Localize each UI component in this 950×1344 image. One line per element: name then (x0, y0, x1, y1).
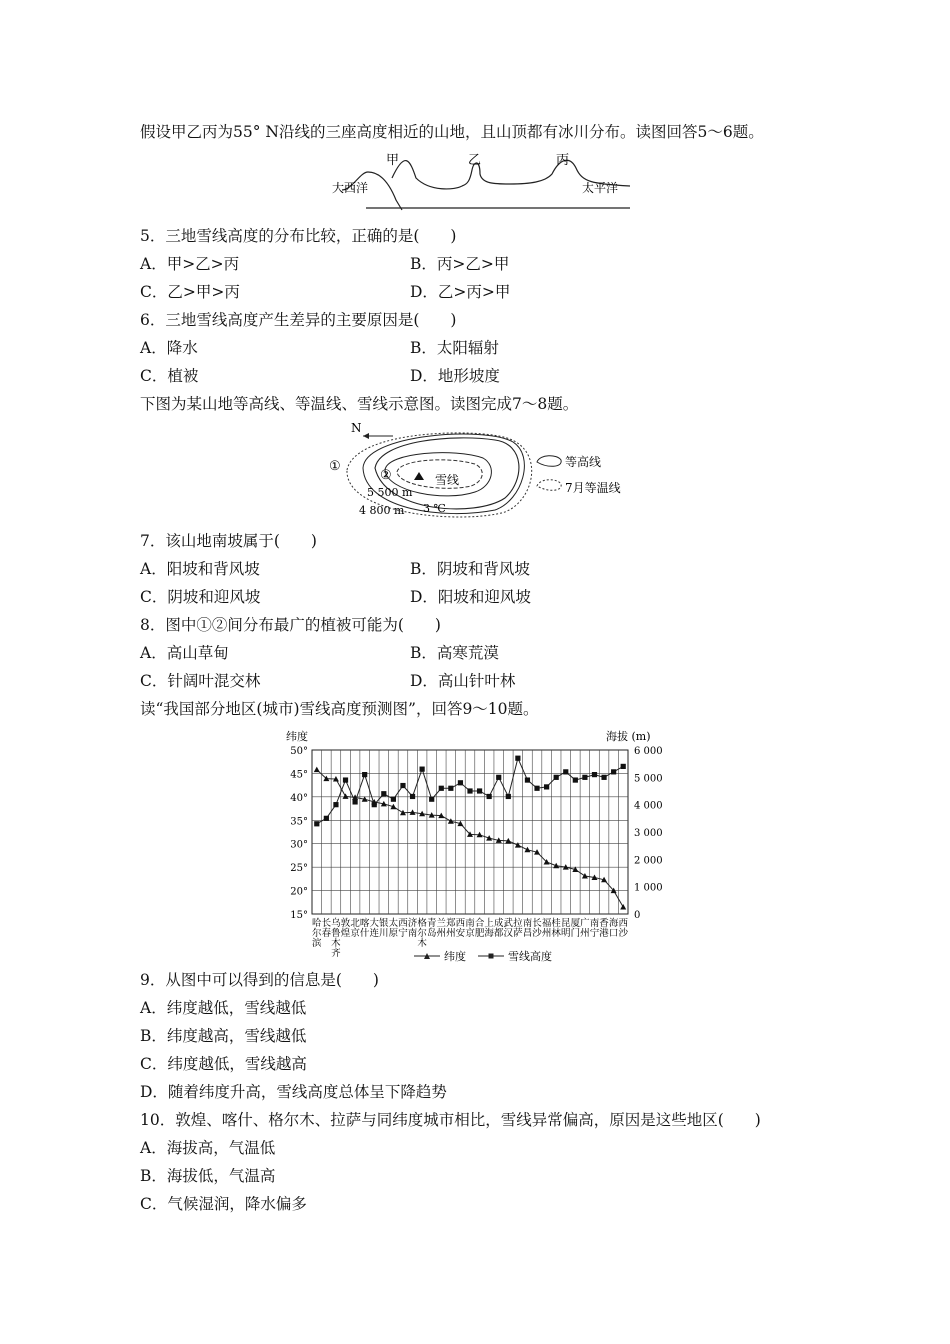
x-tick-label: 哈尔滨 (312, 918, 322, 949)
x-tick-label: 桂林 (551, 918, 561, 939)
intro-q5-6: 假设甲乙丙为55° N沿线的三座高度相近的山地，且山顶都有冰川分布。读图回答5～6题。 (140, 123, 764, 141)
x-tick-label: 西安 (455, 918, 466, 939)
x-tick-label: 西沙 (618, 918, 628, 939)
snowline-point (420, 767, 425, 772)
contour-figure (325, 420, 635, 525)
x-tick-label: 南宁 (589, 918, 600, 939)
isotherm-3c-label: 3 ℃ (423, 502, 446, 515)
left-tick-label: 20° (290, 886, 308, 898)
q5-option-c[interactable]: C．乙>甲>丙 (140, 283, 240, 301)
x-tick-label: 北京 (350, 918, 360, 939)
x-tick-label: 喀什 (359, 918, 370, 939)
latitude-point (582, 873, 588, 879)
snowline-point (601, 775, 606, 780)
chart-legend (414, 949, 552, 963)
snowline-point (592, 772, 597, 777)
left-tick-label: 30° (290, 839, 308, 851)
x-tick-label: 长沙 (532, 918, 542, 939)
x-tick-label: 乌鲁木齐 (331, 918, 341, 959)
north-label: N (351, 421, 362, 435)
left-tick-label: 25° (290, 863, 308, 875)
q7-option-c[interactable]: C．阴坡和迎风坡 (140, 588, 261, 606)
q7-option-d[interactable]: D．阳坡和迎风坡 (410, 588, 531, 606)
label-jia: 甲 (386, 153, 400, 168)
snowline-point (391, 797, 396, 802)
q8-option-a[interactable]: A．高山草甸 (140, 644, 229, 662)
label-pacific: 太平洋 (582, 181, 619, 195)
snowline-point (534, 786, 539, 791)
q8-stem: 8．图中①②间分布最广的植被可能为( ) (140, 616, 441, 634)
x-tick-label: 大连 (369, 918, 380, 939)
latitude-point (515, 842, 521, 848)
q7-option-a[interactable]: A．阳坡和背风坡 (140, 560, 260, 578)
x-tick-label: 福州 (541, 918, 552, 939)
left-tick-label: 15° (290, 910, 308, 921)
right-tick-label: 5 000 (634, 773, 663, 785)
legend-isotherm-label: 7月等温线 (565, 481, 621, 495)
label-yi: 乙 (468, 153, 482, 168)
intro-q7-8: 下图为某山地等高线、等温线、雪线示意图。读图完成7～8题。 (140, 395, 579, 413)
snowline-point (515, 756, 520, 761)
snowline-point (400, 783, 405, 788)
snowline-point (563, 769, 568, 774)
right-tick-label: 6 000 (634, 746, 663, 757)
snowline-point (467, 788, 472, 793)
q6-option-d[interactable]: D．地形坡度 (410, 367, 500, 385)
left-tick-label: 40° (290, 792, 308, 804)
circle-1-label: ① (329, 459, 341, 474)
x-tick-label: 兰州 (436, 918, 447, 939)
latitude-point (314, 767, 320, 773)
snowline-point (506, 794, 511, 799)
snowline-point (458, 780, 463, 785)
snowline-point (439, 786, 444, 791)
snowline-point (477, 788, 482, 793)
snowline-point (544, 784, 549, 789)
snowline-point (448, 786, 453, 791)
legend-latitude: 纬度 (444, 950, 466, 963)
x-tick-label: 南京 (465, 918, 475, 939)
snowline-point (429, 797, 434, 802)
q10-option-b[interactable]: B．海拔低，气温高 (140, 1167, 276, 1185)
legend-snowline: 雪线高度 (508, 950, 552, 963)
snowline-point (582, 775, 587, 780)
q8-option-d[interactable]: D．高山针叶林 (410, 672, 516, 690)
x-tick-label: 郑州 (446, 918, 456, 939)
x-tick-label: 昆明 (560, 918, 571, 939)
snowline-point (352, 799, 357, 804)
left-tick-label: 35° (290, 816, 308, 828)
snowline-point (333, 802, 338, 807)
latitude-point (620, 904, 626, 910)
q9-option-b[interactable]: B．纬度越高，雪线越低 (140, 1027, 307, 1045)
intro-q9-10: 读“我国部分地区(城市)雪线高度预测图”，回答9～10题。 (140, 700, 539, 718)
q10-option-c[interactable]: C．气候湿润，降水偏多 (140, 1195, 307, 1213)
x-tick-label: 拉萨 (513, 918, 523, 939)
x-tick-label: 合肥 (474, 918, 485, 939)
q9-option-d[interactable]: D．随着纬度升高，雪线高度总体呈下降趋势 (140, 1083, 447, 1101)
x-tick-label: 济南 (407, 918, 418, 939)
q6-stem: 6．三地雪线高度产生差异的主要原因是( ) (140, 311, 457, 329)
snowline-label: 雪线 (435, 473, 460, 487)
right-tick-label: 0 (634, 910, 641, 921)
q6-option-a[interactable]: A．降水 (140, 339, 198, 357)
q5-stem: 5．三地雪线高度的分布比较，正确的是( ) (140, 227, 457, 245)
q5-option-b[interactable]: B．丙>乙>甲 (410, 255, 510, 273)
snowline-point (343, 777, 348, 782)
q5-option-d[interactable]: D．乙>丙>甲 (410, 283, 511, 301)
x-tick-label: 海口 (608, 918, 619, 939)
q7-option-b[interactable]: B．阴坡和背风坡 (410, 560, 530, 578)
snowline-point (621, 764, 626, 769)
q10-stem: 10．敦煌、喀什、格尔木、拉萨与同纬度城市相比，雪线异常偏高，原因是这些地区( ) (140, 1111, 761, 1129)
q9-stem: 9．从图中可以得到的信息是( ) (140, 971, 379, 989)
latitude-point (553, 863, 559, 869)
right-tick-label: 3 000 (634, 828, 663, 839)
snowline-point (525, 777, 530, 782)
snowline-point (573, 777, 578, 782)
x-tick-label: 敦煌 (340, 918, 351, 939)
snowline-chart (270, 728, 670, 964)
x-tick-label: 香港 (599, 918, 609, 939)
x-tick-label: 厦门 (570, 918, 581, 939)
x-tick-label: 上海 (484, 918, 494, 939)
snowline-point (410, 794, 415, 799)
right-tick-label: 1 000 (634, 882, 663, 894)
q8-option-b[interactable]: B．高寒荒漠 (410, 644, 499, 662)
snowline-point (372, 802, 377, 807)
x-tick-label: 武汉 (503, 918, 514, 939)
x-tick-label: 广州 (580, 918, 590, 939)
label-atlantic: 大西洋 (332, 181, 369, 195)
x-tick-label: 西宁 (398, 918, 408, 939)
snowline-point (496, 775, 501, 780)
label-bing: 丙 (556, 153, 570, 168)
snowline-point (324, 816, 329, 821)
left-tick-label: 50° (290, 746, 308, 757)
q7-stem: 7．该山地南坡属于( ) (140, 532, 317, 550)
snowline-point (487, 794, 492, 799)
right-tick-label: 4 000 (634, 800, 663, 812)
snowline-point (381, 791, 386, 796)
q6-option-b[interactable]: B．太阳辐射 (410, 339, 499, 357)
legend-contour-label: 等高线 (565, 455, 602, 469)
q8-option-c[interactable]: C．针阔叶混交林 (140, 672, 261, 690)
snowline-point (611, 769, 616, 774)
x-tick-label: 银川 (379, 918, 389, 939)
left-axis-title: 纬度 (286, 730, 308, 743)
latitude-point (448, 818, 454, 824)
snowline-point (362, 772, 367, 777)
latitude-point (524, 847, 530, 853)
contour-5500-label: 5 500 m (367, 486, 413, 499)
x-tick-label: 成都 (493, 918, 504, 939)
mountain-profile-figure (330, 150, 660, 212)
x-tick-label: 南昌 (522, 918, 533, 939)
snowline-point (554, 775, 559, 780)
x-tick-label: 长春 (321, 918, 332, 939)
x-tick-label: 青岛 (426, 918, 437, 939)
q6-option-c[interactable]: C．植被 (140, 367, 199, 385)
right-axis-title: 海拔 (m) (606, 730, 651, 743)
x-tick-label: 太原 (388, 918, 399, 939)
left-tick-label: 45° (290, 769, 308, 781)
x-tick-label: 格尔木 (417, 918, 427, 949)
circle-2-label: ② (380, 468, 392, 483)
q5-option-a[interactable]: A．甲>乙>丙 (140, 255, 240, 273)
contour-4800-label: 4 800 m (359, 504, 405, 517)
right-tick-label: 2 000 (634, 855, 663, 867)
snowline-point (314, 821, 319, 826)
q10-option-a[interactable]: A．海拔高，气温低 (140, 1139, 276, 1157)
q9-option-a[interactable]: A．纬度越低，雪线越低 (140, 999, 307, 1017)
q9-option-c[interactable]: C．纬度越低，雪线越高 (140, 1055, 307, 1073)
